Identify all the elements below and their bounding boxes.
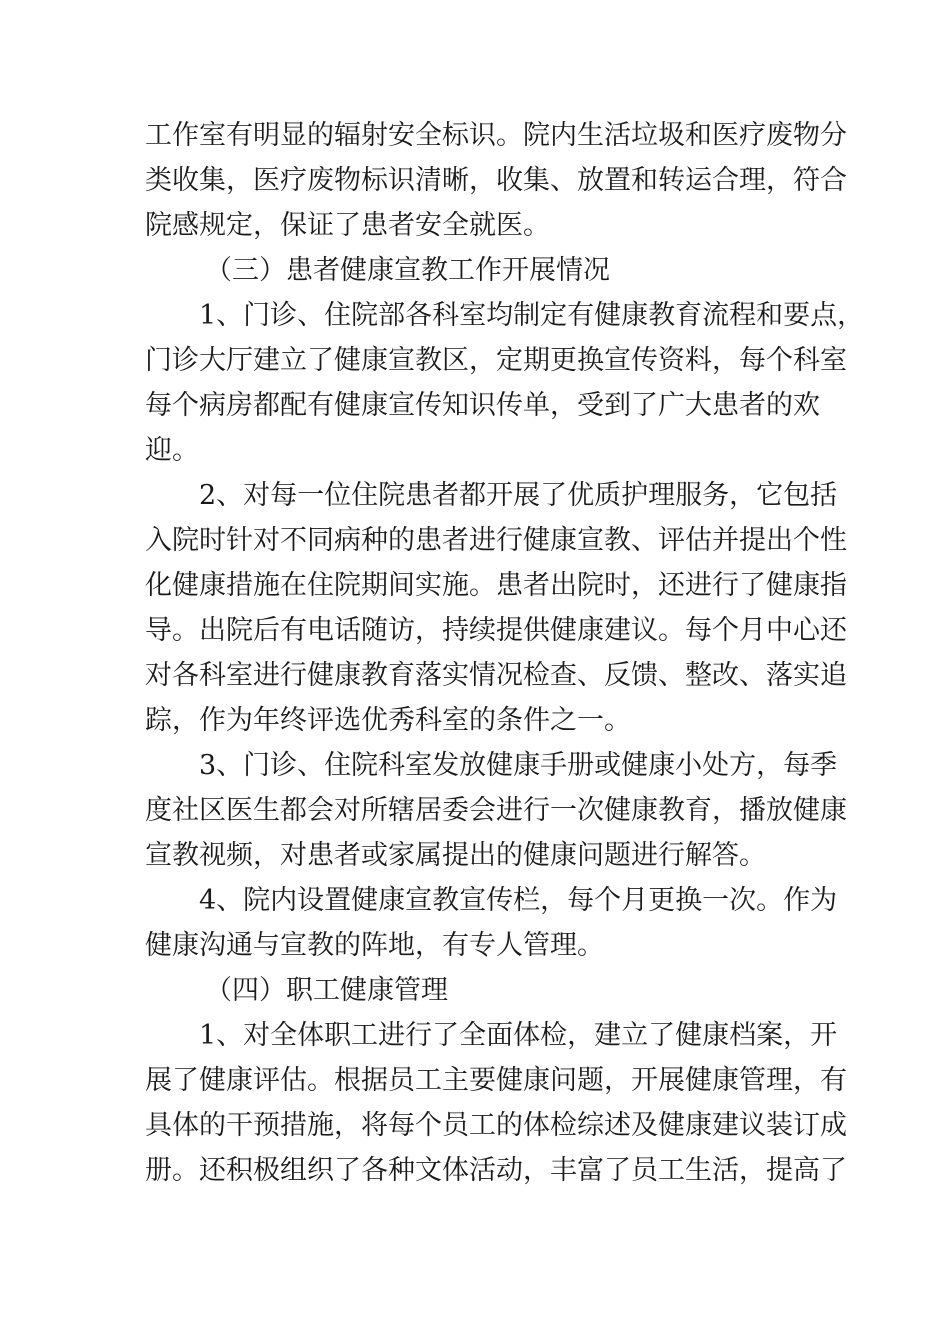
text-line: 对各科室进行健康教育落实情况检查、反馈、整改、落实追 bbox=[145, 660, 847, 691]
text-line: 每个病房都配有健康宣传知识传单，受到了广大患者的欢 bbox=[145, 390, 820, 421]
text-line: 导。出院后有电话随访，持续提供健康建议。每个月中心还 bbox=[145, 615, 847, 646]
text-line: 踪，作为年终评选优秀科室的条件之一。 bbox=[145, 705, 631, 736]
text-line: 展了健康评估。根据员工主要健康问题，开展健康管理，有 bbox=[145, 1065, 847, 1096]
text-line: 化健康措施在住院期间实施。患者出院时，还进行了健康指 bbox=[145, 570, 847, 601]
text-line: 入院时针对不同病种的患者进行健康宣教、评估并提出个性 bbox=[145, 525, 847, 556]
text-line: 3、门诊、住院科室发放健康手册或健康小处方，每季 bbox=[199, 750, 838, 781]
text-line: 门诊大厅建立了健康宣教区，定期更换宣传资料，每个科室 bbox=[145, 345, 847, 376]
text-line: 度社区医生都会对所辖居委会进行一次健康教育，播放健康 bbox=[145, 795, 847, 826]
text-line: 宣教视频，对患者或家属提出的健康问题进行解答。 bbox=[145, 840, 766, 871]
text-line: 册。还积极组织了各种文体活动，丰富了员工生活，提高了 bbox=[145, 1155, 847, 1186]
section-heading: （四）职工健康管理 bbox=[205, 975, 448, 1006]
section-heading: （三）患者健康宣教工作开展情况 bbox=[205, 255, 610, 286]
text-line: 院感规定，保证了患者安全就医。 bbox=[145, 210, 550, 241]
text-line: 类收集，医疗废物标识清晰，收集、放置和转运合理，符合 bbox=[145, 165, 847, 196]
text-line: 2、对每一位住院患者都开展了优质护理服务，它包括 bbox=[199, 480, 838, 511]
text-line: 4、院内设置健康宣教宣传栏，每个月更换一次。作为 bbox=[199, 885, 838, 916]
document-page bbox=[145, 113, 865, 1193]
text-line: 1、对全体职工进行了全面体检，建立了健康档案，开 bbox=[199, 1020, 838, 1051]
text-line: 健康沟通与宣教的阵地，有专人管理。 bbox=[145, 930, 604, 961]
text-line: 迎。 bbox=[145, 435, 199, 466]
text-line: 工作室有明显的辐射安全标识。院内生活垃圾和医疗废物分 bbox=[145, 120, 847, 151]
text-line: 1、门诊、住院部各科室均制定有健康教育流程和要点， bbox=[199, 300, 865, 331]
text-line: 具体的干预措施，将每个员工的体检综述及健康建议装订成 bbox=[145, 1110, 847, 1141]
